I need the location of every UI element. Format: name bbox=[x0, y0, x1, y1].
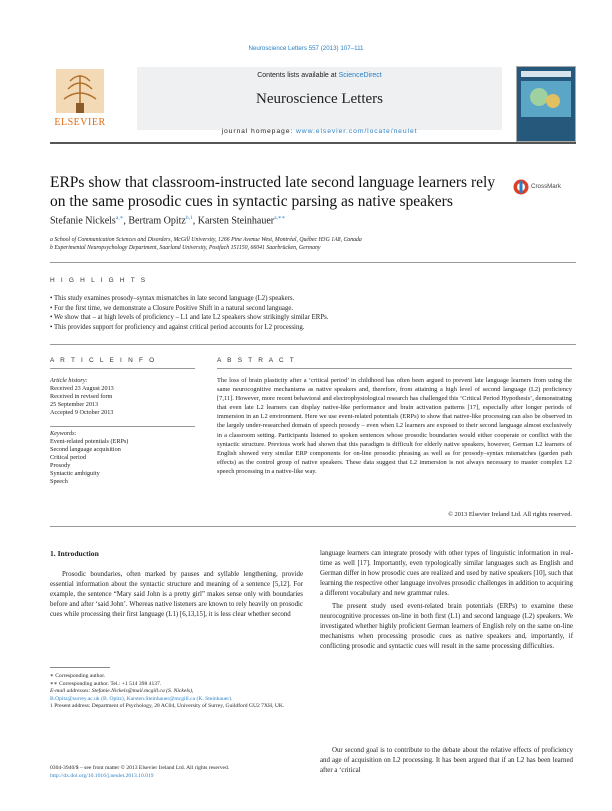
intro-paragraph: Our second goal is to contribute to the debate about the relative effects of proficiency and age of acquisition on L2 processing. It has been argued that if an L2 has been learned after a ‘critical bbox=[320, 747, 573, 775]
intro-paragraph: Prosodic boundaries, often marked by pauses and syllable lengthening, provide essential information about the syntactic structure and meaning of a sentence [5,12]. For example, the sentence “Mary said John is a pretty girl” makes sense only with boundaries before and after ‘said John’. Whereas native listeners are known to rely heavily on prosodic cues while processing their first language (L1) [6,13,15], it is less clear whether second bbox=[50, 571, 303, 619]
homepage-prefix: journal homepage: bbox=[221, 128, 296, 135]
divider bbox=[50, 344, 576, 345]
divider bbox=[217, 368, 572, 369]
author-name: Karsten Steinhauer bbox=[197, 215, 275, 227]
homepage-link[interactable]: www.elsevier.com/locate/neulet bbox=[295, 128, 418, 135]
affiliation-b: b Experimental Neuropsychology Department, Saarland University, Postfach 151150, 66041 Saarbrücken, Germany bbox=[50, 245, 321, 251]
author-name: Stefanie Nickels bbox=[50, 215, 116, 227]
divider bbox=[50, 368, 195, 369]
keyword: Speech bbox=[50, 478, 68, 485]
keyword: Syntactic ambiguity bbox=[50, 470, 100, 477]
article-info-heading: A R T I C L E I N F O bbox=[50, 357, 157, 364]
crossmark-label: CrossMark bbox=[531, 183, 561, 190]
abstract-text: The loss of brain plasticity after a ‘critical period’ in childhood has often been argued to prevent late language learners from using the same neurocognitive mechanisms as native speakers and, therefore, from attaining a high level of second language (L2) proficiency [7,11]. However, more recent behavioral and electrophysiological research has challenged this ‘Critical Period Hypothesis’, demonstrating that even late L2 learners can display native-like performance and brain activation patterns [17], especially after longer periods of immersion in an L2 environment. Here we use event-related potentials (ERPs) to show that native-like processing can also be observed in the largely under-researched domain of speech prosody – even when L2 learners are exposed to their second language almost exclusively in a classroom setting. Participants listened to spoken sentences whose prosodic boundaries would either cooperate or conflict with the syntactic structure. Previous work had shown that this paradigm is difficult for elderly native speakers, however, German L2 learners of English showed very similar ERP components for on-line prosodic phrasing as well as for prosody–syntax mismatches (garden path effects) as the control group of native speakers. These data suggest that L2 immersion is not always necessary to master complex L2 speech processing in a native-like way. bbox=[217, 377, 572, 475]
issn-line: 0304-3940/$ – see front matter © 2013 Elsevier Ireland Ltd. All rights reserved. bbox=[50, 765, 230, 771]
author-marks[interactable]: a,∗ bbox=[115, 215, 124, 221]
highlights-list bbox=[50, 294, 570, 332]
journal-cover-image bbox=[516, 66, 576, 142]
history-line: Received 23 August 2013 bbox=[50, 385, 114, 392]
highlight-item: • This provides support for proficiency and against critical period accounts for L2 processing. bbox=[50, 323, 570, 333]
highlight-item: • We show that – at high levels of proficiency – L1 and late L2 speakers show strikingly similar ERPs. bbox=[50, 313, 570, 323]
footnote: ∗∗ Corresponding author. Tel.: +1 514 398 4137. bbox=[50, 680, 162, 687]
abstract-heading: A B S T R A C T bbox=[217, 357, 296, 364]
doi-link[interactable]: http://dx.doi.org/10.1016/j.neulet.2013.10.019 bbox=[50, 773, 154, 779]
running-citation[interactable]: Neuroscience Letters 557 (2013) 107–111 bbox=[248, 45, 364, 52]
keyword: Second language acquisition bbox=[50, 446, 121, 453]
history-line: Received in revised form bbox=[50, 393, 113, 400]
affiliation-a: a School of Communication Sciences and Disorders, McGill University, 1266 Pine Avenue West, Montréal, Québec H3G 1A8, Canada bbox=[50, 237, 362, 243]
keyword: Critical period bbox=[50, 454, 86, 461]
footnotes bbox=[50, 673, 303, 711]
footnote-rule bbox=[50, 667, 110, 668]
keyword: Prosody bbox=[50, 462, 71, 469]
footnote: ∗ Corresponding author. bbox=[50, 673, 106, 679]
author-marks[interactable]: b,1 bbox=[185, 215, 193, 221]
highlight-item: • This study examines prosody–syntax mismatches in late second language (L2) speakers. bbox=[50, 294, 570, 304]
sciencedirect-link[interactable]: ScienceDirect bbox=[338, 72, 382, 79]
footnote: E-mail addresses: Stefanie.Nickels@mail.mcgill.ca (S. Nickels), bbox=[50, 688, 194, 694]
author-list: Stefanie Nickels$^{a,∗}$, Bertram Opitz$^{b,1}$, Karsten Steinhauer$^{a,∗∗}$ bbox=[50, 215, 286, 227]
article-title: ERPs show that classroom-instructed late second language learners rely on the same prosodic cues in syntactic parsing as native speakers bbox=[50, 174, 496, 210]
journal-homepage bbox=[137, 128, 502, 135]
history-line: Accepted 9 October 2013 bbox=[50, 409, 114, 416]
history-line: 25 September 2013 bbox=[50, 401, 99, 408]
divider bbox=[50, 526, 576, 527]
article-history bbox=[50, 377, 200, 417]
copyright: © 2013 Elsevier Ireland Ltd. All rights reserved. bbox=[448, 511, 572, 518]
intro-paragraph: language learners can integrate prosody with other types of linguistic information in real-time as well [17]. Importantly, even typologically similar languages such as English and German differ in how prosodic cues are realized and used by native speakers [10], such that learning the respective other language involves prosodic challenges in addition to acquiring a different vocabulary and new grammar rules. bbox=[320, 550, 573, 598]
highlight-item: • For the first time, we demonstrate a Closure Positive Shift in a natural second language. bbox=[50, 304, 570, 314]
keyword: Event-related potentials (ERPs) bbox=[50, 438, 129, 445]
section-heading: 1. Introduction bbox=[50, 549, 99, 558]
contents-line bbox=[137, 72, 502, 79]
author-name: Bertram Opitz bbox=[128, 215, 186, 227]
footnote: 1 Present address: Department of Psychology, 28 AC04, University of Surrey, Guildford GU2 7XH, UK. bbox=[50, 703, 285, 709]
author-marks[interactable]: a,∗∗ bbox=[274, 215, 286, 221]
journal-title: Neuroscience Letters bbox=[255, 91, 384, 107]
highlights-heading: H I G H L I G H T S bbox=[50, 277, 148, 284]
footnote-emails[interactable]: B.Opitz@surrey.ac.uk (B. Opitz), Karsten.Steinhauer@mcgill.ca (K. Steinhauer). bbox=[50, 695, 233, 702]
intro-paragraph: The present study used event-related brain potentials (ERPs) to examine these neurocognitive processes on-line in both first (L1) and second language (L2) speakers. We investigated whether highly proficient German learners of English rely on the same on-line mechanisms when processing prosodic cues as native speakers and, importantly, if conflicting prosodic and syntactic cues will result in the same processing difficulties. bbox=[320, 603, 573, 651]
publisher-wordmark: ELSEVIER bbox=[54, 117, 106, 128]
history-label: Article history: bbox=[50, 377, 88, 384]
header-rule bbox=[50, 142, 576, 144]
crossmark-badge[interactable] bbox=[513, 177, 573, 197]
crossmark-icon bbox=[513, 179, 529, 195]
keywords-label: Keywords: bbox=[50, 430, 77, 437]
elsevier-logo bbox=[50, 67, 110, 127]
divider bbox=[50, 426, 195, 427]
keywords bbox=[50, 430, 200, 486]
divider bbox=[50, 262, 576, 263]
contents-prefix: Contents lists available at bbox=[257, 72, 339, 79]
